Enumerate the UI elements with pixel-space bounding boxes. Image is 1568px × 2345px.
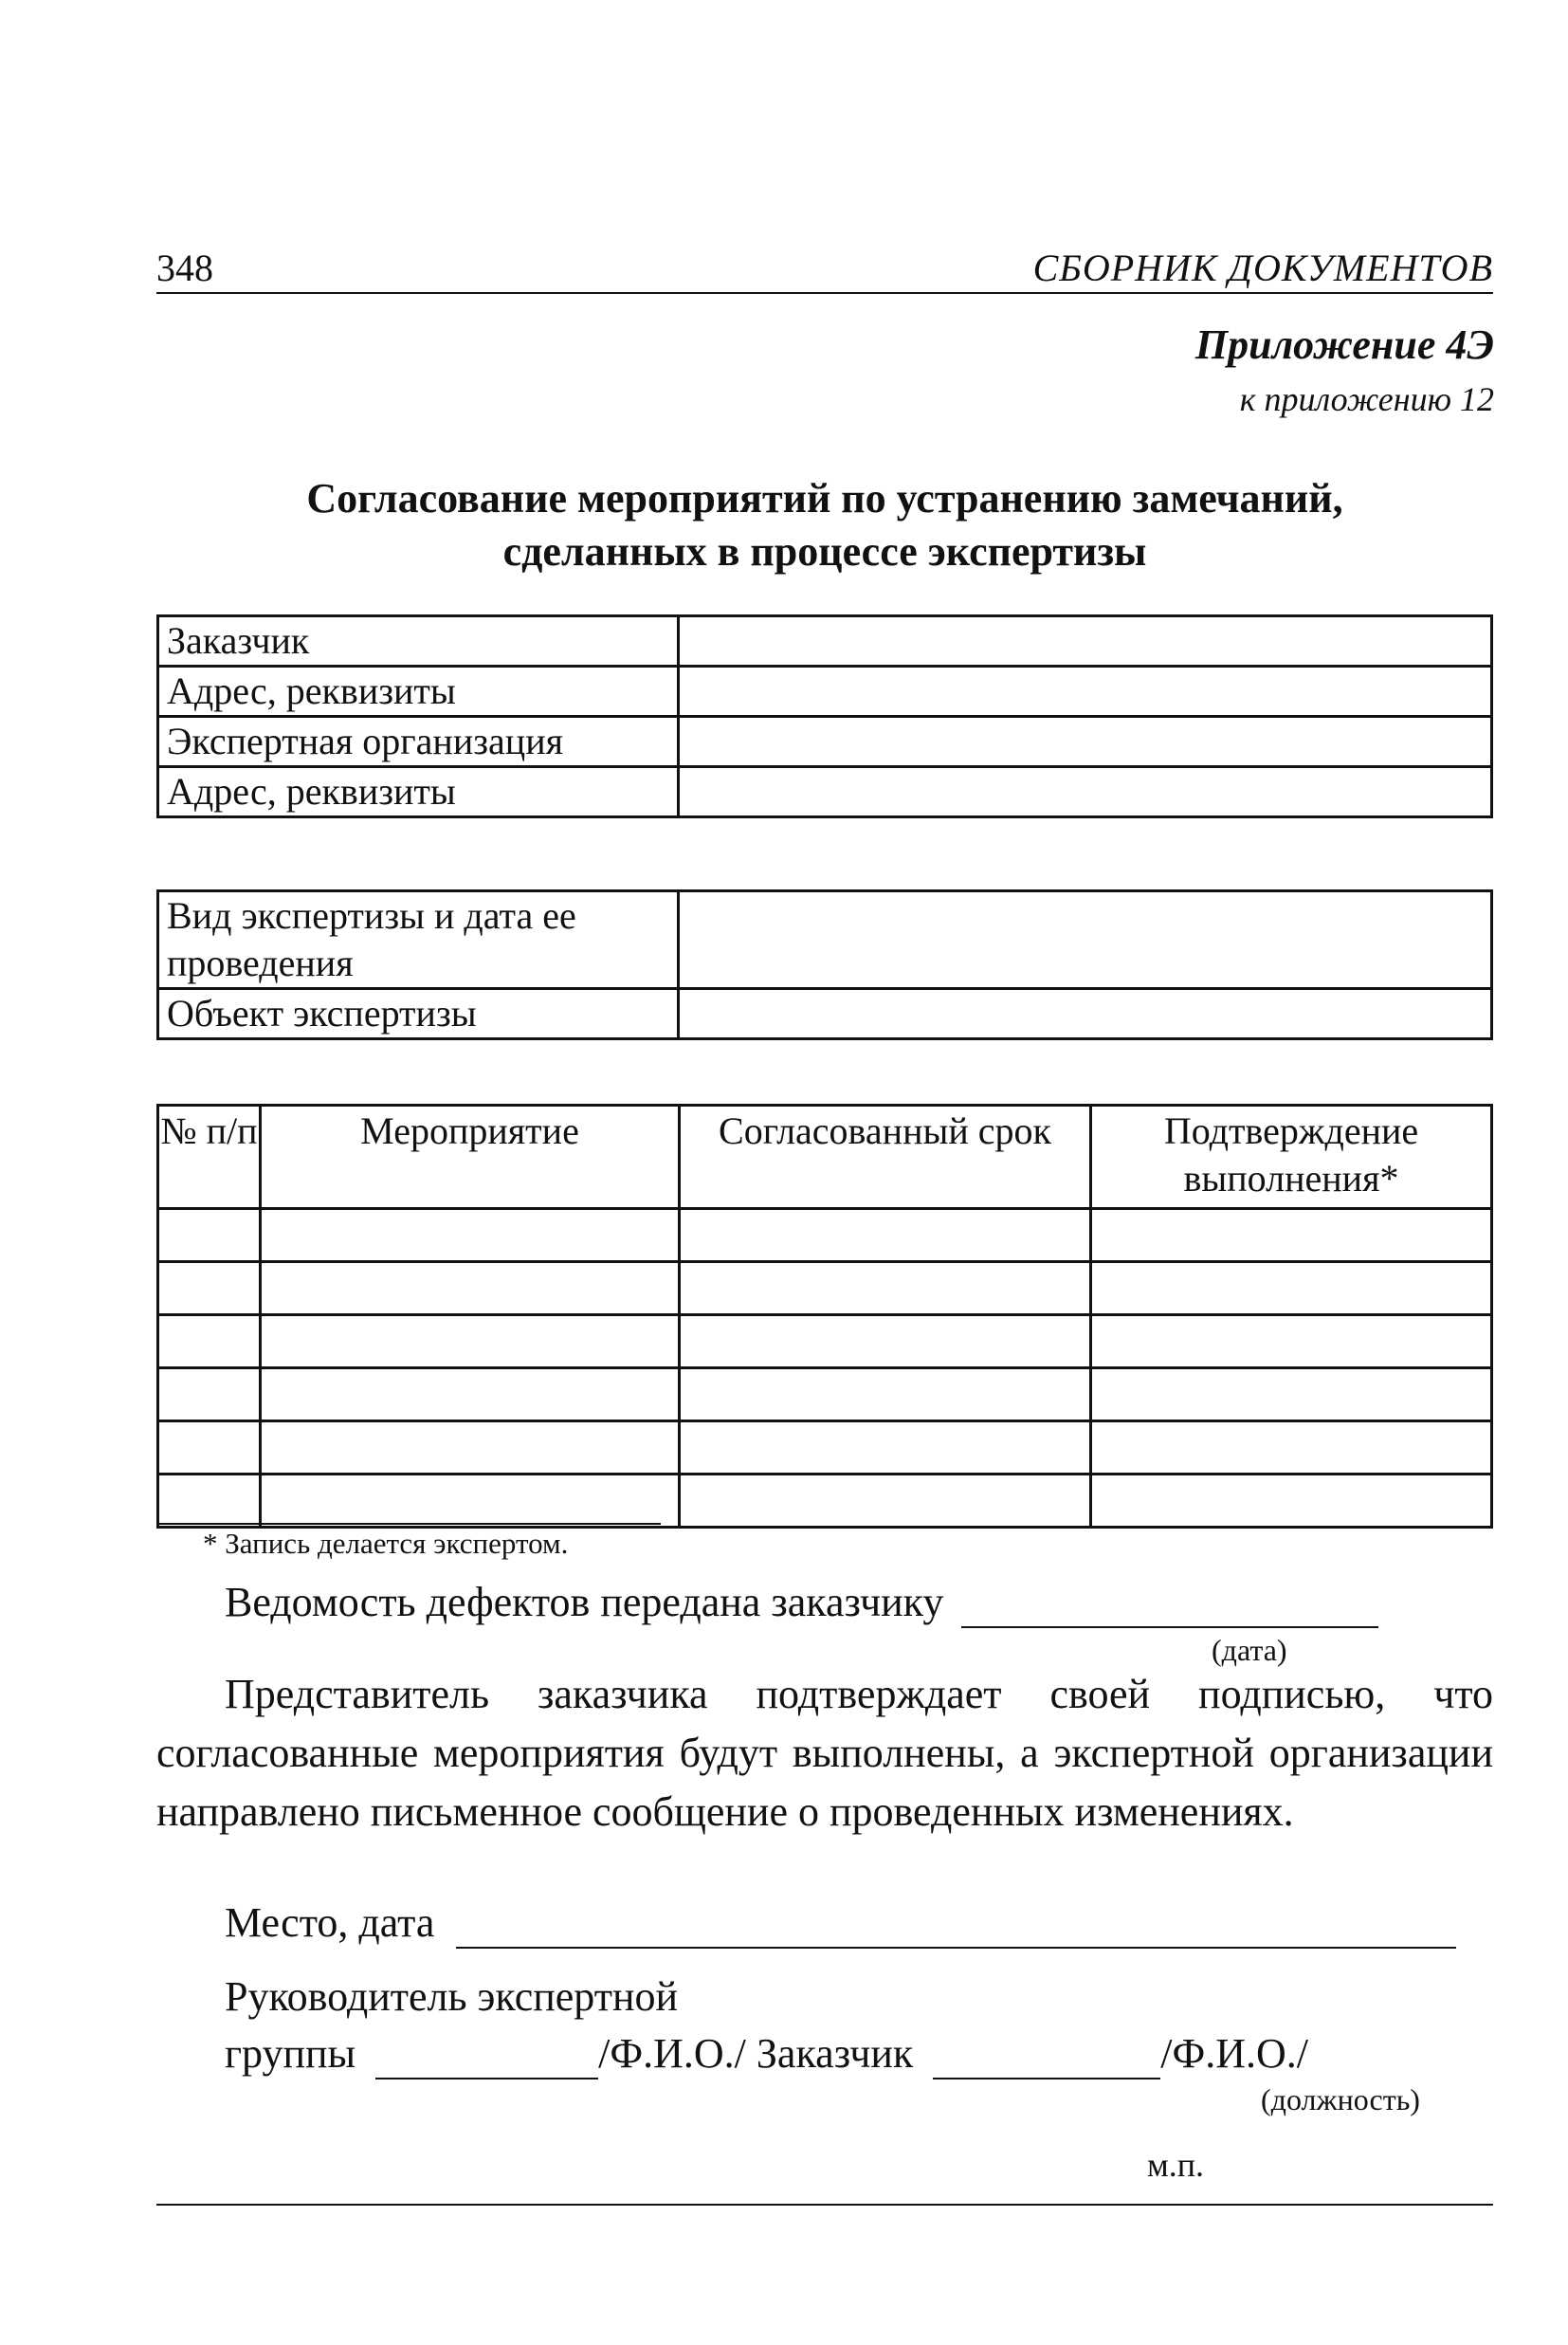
leader-signature-blank[interactable] bbox=[375, 2029, 598, 2079]
leader-fio-label: /Ф.И.О./ bbox=[598, 2030, 746, 2077]
table-cell-label: Заказчик bbox=[158, 616, 679, 667]
table-row bbox=[158, 1421, 1492, 1475]
document-title bbox=[156, 472, 1493, 578]
table-cell-value[interactable] bbox=[679, 767, 1492, 817]
table-cell-value[interactable] bbox=[679, 616, 1492, 667]
confirmation-paragraph bbox=[156, 1665, 1493, 1841]
table-cell-value[interactable] bbox=[679, 667, 1492, 717]
date-blank-field[interactable] bbox=[961, 1578, 1378, 1628]
table-cell[interactable] bbox=[1091, 1368, 1492, 1421]
table-row bbox=[158, 1262, 1492, 1315]
leader-label-line-1: Руководитель экспертной bbox=[225, 1973, 679, 2020]
table-cell[interactable] bbox=[680, 1262, 1091, 1315]
table-cell[interactable] bbox=[680, 1475, 1091, 1528]
table-header-row bbox=[158, 1106, 1492, 1209]
customer-signature-blank[interactable] bbox=[933, 2029, 1160, 2079]
table-cell[interactable] bbox=[261, 1368, 680, 1421]
footnote-divider bbox=[156, 1523, 661, 1525]
table-cell[interactable] bbox=[261, 1262, 680, 1315]
table-cell-value[interactable] bbox=[679, 989, 1492, 1039]
table-cell[interactable] bbox=[158, 1315, 261, 1368]
parties-table bbox=[156, 614, 1493, 818]
customer-fio-label: /Ф.И.О./ bbox=[1160, 2030, 1309, 2077]
table-cell-value[interactable] bbox=[679, 717, 1492, 767]
table-row bbox=[158, 767, 1492, 817]
column-header-number: № п/п bbox=[158, 1106, 261, 1209]
table-cell[interactable] bbox=[680, 1315, 1091, 1368]
table-cell-label: Адрес, реквизиты bbox=[158, 767, 679, 817]
table-cell[interactable] bbox=[1091, 1315, 1492, 1368]
table-row bbox=[158, 1209, 1492, 1262]
customer-label: Заказчик bbox=[756, 2030, 914, 2077]
table-cell-value[interactable] bbox=[679, 891, 1492, 989]
group-label: группы bbox=[225, 2030, 356, 2077]
table-row bbox=[158, 1475, 1492, 1528]
column-header-confirmation: Подтверждение выполнения* bbox=[1091, 1106, 1492, 1209]
table-cell[interactable] bbox=[158, 1475, 261, 1528]
stamp-label: м.п. bbox=[1147, 2146, 1205, 2184]
table-cell[interactable] bbox=[261, 1421, 680, 1475]
place-date-label: Место, дата bbox=[225, 1899, 435, 1946]
table-row bbox=[158, 1315, 1492, 1368]
table-cell-label: Экспертная организация bbox=[158, 717, 679, 767]
position-caption: (должность) bbox=[1261, 2082, 1420, 2116]
table-cell[interactable] bbox=[158, 1262, 261, 1315]
date-caption: (дата) bbox=[1212, 1633, 1287, 1667]
table-row bbox=[158, 717, 1492, 767]
page-number: 348 bbox=[156, 247, 213, 289]
table-row bbox=[158, 891, 1492, 989]
page-header bbox=[156, 237, 1493, 294]
table-cell-label: Объект экспертизы bbox=[158, 989, 679, 1039]
confirmation-text: Представитель заказчика подтверждает своей подписью, что согласованные мероприятия будут выполнены, а экспертной организации направлено письменное сообщение о проведенных изменениях. bbox=[156, 1671, 1493, 1835]
footnote: * Запись делается экспертом. bbox=[203, 1527, 569, 1560]
document-title-line-1: Согласование мероприятий по устранению замечаний, bbox=[306, 475, 1343, 522]
measures-table bbox=[156, 1104, 1493, 1529]
table-row bbox=[158, 616, 1492, 667]
running-title: СБОРНИК ДОКУМЕНТОВ bbox=[1032, 247, 1493, 289]
table-cell-label: Вид экспертизы и дата ее проведения bbox=[158, 891, 679, 989]
table-cell[interactable] bbox=[158, 1421, 261, 1475]
column-header-measure: Мероприятие bbox=[261, 1106, 680, 1209]
table-cell-label: Адрес, реквизиты bbox=[158, 667, 679, 717]
bottom-divider bbox=[156, 2204, 1493, 2206]
appendix-reference: к приложению 12 bbox=[1239, 380, 1494, 418]
expertise-table bbox=[156, 889, 1493, 1040]
table-row bbox=[158, 1368, 1492, 1421]
table-cell[interactable] bbox=[1091, 1421, 1492, 1475]
document-title-line-2: сделанных в процессе экспертизы bbox=[502, 528, 1147, 575]
table-cell[interactable] bbox=[680, 1209, 1091, 1262]
table-cell[interactable] bbox=[158, 1209, 261, 1262]
table-cell[interactable] bbox=[261, 1315, 680, 1368]
table-cell[interactable] bbox=[1091, 1262, 1492, 1315]
defects-line bbox=[225, 1578, 1378, 1628]
table-cell[interactable] bbox=[158, 1368, 261, 1421]
table-cell[interactable] bbox=[1091, 1209, 1492, 1262]
table-cell[interactable] bbox=[261, 1209, 680, 1262]
appendix-title: Приложение 4Э bbox=[1194, 321, 1494, 368]
defects-text: Ведомость дефектов передана заказчику bbox=[225, 1579, 944, 1625]
column-header-deadline: Согласованный срок bbox=[680, 1106, 1091, 1209]
table-cell[interactable] bbox=[1091, 1475, 1492, 1528]
table-cell[interactable] bbox=[261, 1475, 680, 1528]
table-cell[interactable] bbox=[680, 1368, 1091, 1421]
place-date-blank-field[interactable] bbox=[456, 1898, 1456, 1949]
signatures-line bbox=[225, 2029, 1308, 2079]
place-date-line bbox=[225, 1898, 1456, 1949]
table-row bbox=[158, 989, 1492, 1039]
table-cell[interactable] bbox=[680, 1421, 1091, 1475]
table-row bbox=[158, 667, 1492, 717]
